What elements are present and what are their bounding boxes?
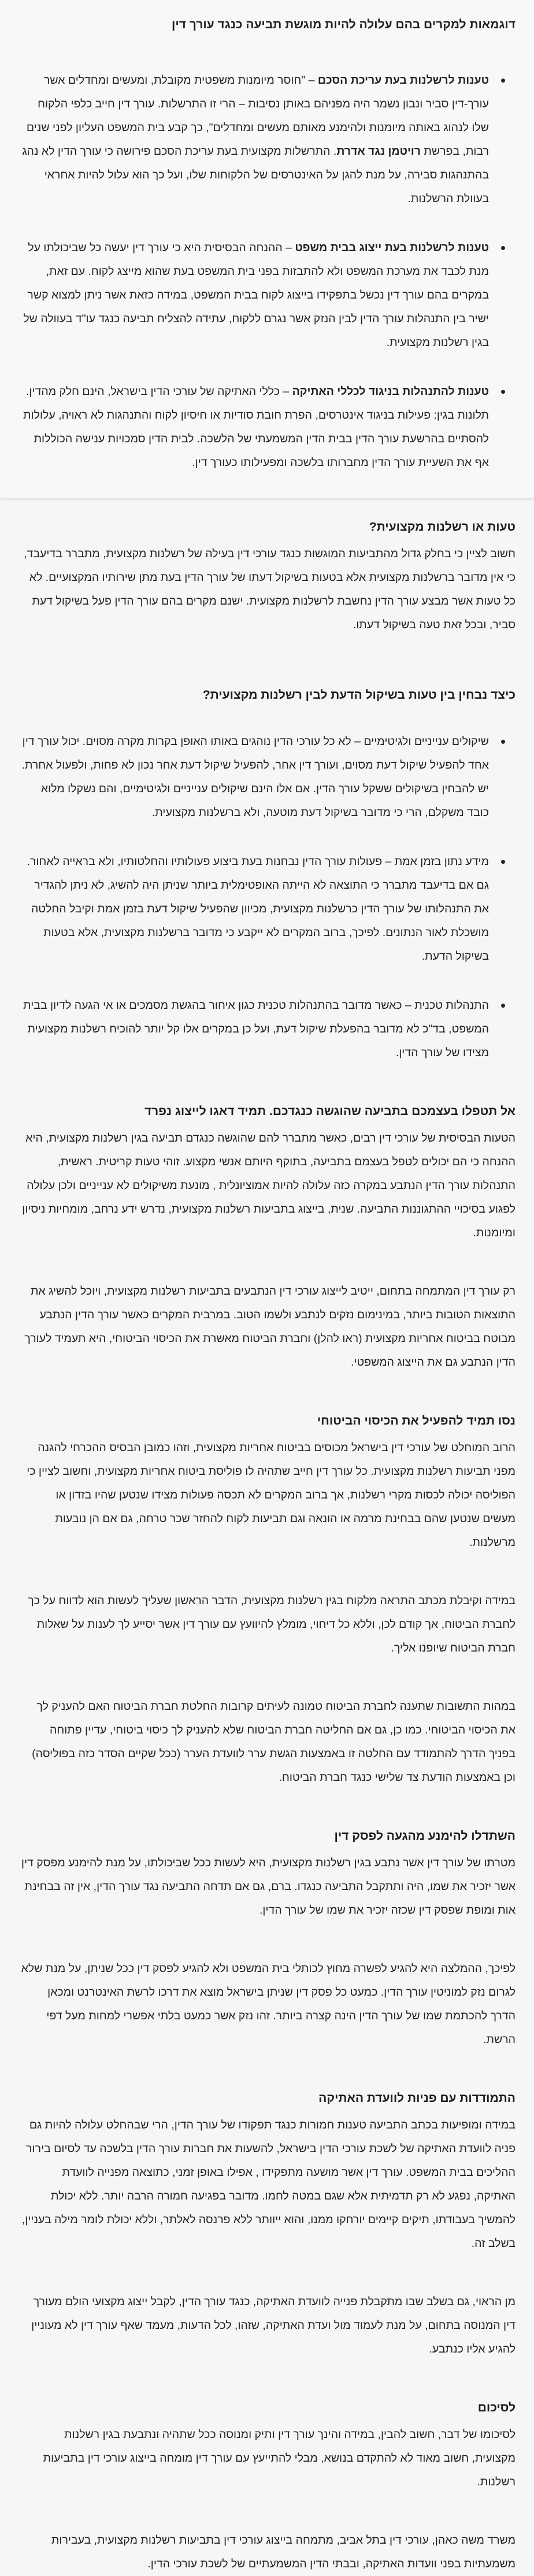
examples-card <box>0 0 534 498</box>
paragraph: הרוב המוחלט של עורכי דין בישראל מכוסים בביטוח אחריות מקצועית, וזהו כמובן הבסיס ההכרחי להגנה מפני תביעות רשלנות מקצועית. כל עורך דין חייב שתהיה לו פוליסת ביטוח אחריות מקצועית, וחשוב לציין כי הפוליסה יכולה לכסות מקרי רשלנות, אך ברוב המקרים לא תכסה פעולות מצידו שנטען שהיו בזדון או מעשים שנטען שהם בבחינת מרמה או הונאה וגם תביעות לקוח להחזר שכר טרחה, גם אם הן נובעות מרשלנות. <box>27 1441 516 1549</box>
list-item <box>21 236 489 355</box>
paragraph: הטעות הבסיסית של עורכי דין רבים, כאשר מתברר להם שהוגשה כנגדם תביעה בגין רשלנות מקצועית, היא ההנחה כי הם יכולים לטפל בעצמם בתביעה, בתוקף היותם אנשי מקצוע. זוהי טעות קריטית. ראשית, התנהלות עורך הדין הנתבע במקרה כזה עלולה להיות אמוציונלית , מונעת משיקולים לא ענייניים ולכן עלולה לפגוע בסיכויי ההתגוננות התביעה. שנית, בייצוג בתביעות רשלנות מקצועית, נדרש ידע נרחב, מומחיות ניסיון ומיומנות. <box>22 1132 516 1239</box>
insurance-heading: נסו תמיד להפעיל את הכיסוי הביטוחי <box>317 1414 516 1427</box>
item-text: – כללי האתיקה של עורכי הדין בישראל, הינם חלק מהדין. תלונות בגין: פעילות בניגוד אינטרסים, הפרת חובת סודיות או חיסיון לקוח והתנהגות לא ראויה, עלולות להסתיים בהרשעת עורך הדין בבית הדין המשמעתי של הלשכה. לבית הדין סמכויות ענישה הכוללות אף את השעיית עורך הדין מחברותו בלשכה ומפעילותו כעורך דין. <box>23 385 489 469</box>
distinguish-heading: כיצד נבחין בין טעות בשיקול הדעת לבין רשלנות מקצועית? <box>202 688 516 702</box>
item-text: – ההנחה הבסיסית היא כי עורך דין יעשה כל שביכולתו על מנת לכבד את מערכת המשפט ולא להתבזות בפני בית המשפט בעת שהוא מייצג לקוח. עם זאת, במקרים בהם עורך דין נכשל בתפקידו בייצוג לקוח בבית המשפט, במידה כזאת אשר ניתן למצוא קשר ישיר בין התנהלות עורך הדין לבין הנזק אשר נגרם ללקוח, עתידה להצליח תביעה כנגד עו"ד בעוולה של בגין רשלנות מקצועית. <box>23 241 489 349</box>
verdict-heading: השתדלו להימנע מהגעה לפסק דין <box>334 1829 516 1843</box>
paragraph: מטרתו של עורך דין אשר נתבע בגין רשלנות מקצועית, היא לעשות ככל שביכולתו, על מנת להימנע מפסק דין אשר יזכיר את שמו, היה ותתקבל התביעה כנגדו. ברם, גם אם תדחה התביעה נגד עורך הדין, אין זה בבחינת אות ומופת שפסק דין שכזה יזכיר את שמו של עורך הדין. <box>21 1856 516 1917</box>
list-item <box>21 380 489 475</box>
paragraph: במידה ומופיעות בכתב התביעה טענות חמורות כנגד תפקודו של עורך הדין, הרי שבהחלט עלולה להיות גם פניה לוועדת האתיקה של לשכת עורכי הדין בישראל, להשעות את חברות עורך הדין בלשכה עד לסיום בירור ההליכים בבית המשפט. עורך דין אשר מושעה מתפקידו , אפילו באופן זמני, כתוצאה מפנייה לוועדת האתיקה, נפגע לא רק תדמיתית אלא שגם במטה לחמו. מדובר בפגיעה חמורה הרבה יותר. ללא יכולת להמשיך בעבודתו, תיקים קיימים יורחקו ממנו, והוא ייוותר ללא פרנסה לאלתר, וללא יכולת לומר מילה בעניין, בשלב זה. <box>21 2119 516 2250</box>
list-item: שיקולים ענייניים ולגיטימיים – לא כל עורכי הדין נוהגים באותו האופן בקרות מקרה מסוים. יכול עורך דין אחד להפעיל שיקול דעת מסוים, ועורך דין אחר, להפעיל שיקול דעת אחר נכון לא פחות, ולפעול אחרת. יש להבחין בשיקולים ששקל עורך הדין. אם אלו הינם שיקולים ענייניים ולגיטימיים, והם נשקלו מלוא כובד משקלם, הרי כי מדובר בשיקול דעת מוטעה, ולא ברשלנות מקצועית. <box>21 730 489 825</box>
mistake-section <box>0 498 534 2576</box>
item-text: – "חוסר מיומנות משפטית מקובלת, ומעשים ומחדלים אשר עורך-דין סביר ונבון נשמר היה מפניהם באותן נסיבות – הרי זו התרשלות. עורך דין חייב כלפי הלקוח שלו לנהוג באותה מיומנות ולהימנע מאותם מעשים ומחדלים", כך קבע בית המשפט העליון לפני שנים רבות, בפרשת <box>26 74 489 158</box>
paragraph: משרד משה כאהן, עורכי דין בתל אביב, מתמחה בייצוג עורכי דין בתביעות רשלנות מקצועית, בעבירות משמעתיות בפני וועדות האתיקה, ובבתי הדין המשמעתיים של לשכת עורכי הדין. <box>51 2534 516 2570</box>
paragraph: לפיכך, ההמלצה היא להגיע לפשרה מחוץ לכותלי בית המשפט ולא להגיע לפסק דין ככל שניתן, על מנת שלא לגרום נזק למוניטין עורך הדין. כמעט כל פסק דין שניתן בישראל מוצא את דרכו לרשת האינטרנט ומכאן הדרך להכתמת שמו של עורך הדין הינה קצרה ביותר. זהו נזק אשר כמעט בלתי אפשרי למחות מעל דפי הרשת. <box>21 1962 516 2046</box>
case-name: רויטמן נגד אדרת <box>336 145 421 158</box>
mistake-heading: טעות או רשלנות מקצועית? <box>369 520 516 534</box>
list-item <box>21 69 489 211</box>
examples-list <box>21 69 516 475</box>
examples-heading: דוגמאות למקרים בהם עלולה להיות מוגשת תביעה כנגד עורך דין <box>172 18 516 31</box>
list-item: מידע נתון בזמן אמת – פעולות עורך הדין נבחנות בעת ביצוע פעולותיו והחלטותיו, ולא בראייה לאחור. גם אם בדיעבד מתברר כי התוצאה לא הייתה האופטימלית ביותר שניתן היה להשיג, לא ניתן להגדיר את התנהלותו של עורך הדין כרשלנות מקצועית, מכיוון שהפעיל שיקול דעת בזמן אמת וקיבל החלטה מושכלת לאור הנתונים. לפיכך, ברוב המקרים לא ייקבע כי מדובר ברשלנות מקצועית, אלא בטעות בשיקול הדעת. <box>21 850 489 968</box>
paragraph: חשוב לציין כי בחלק גדול מהתביעות המוגשות כנגד עורכי דין בעילה של רשלנות מקצועית, מתברר בדיעבד, כי אין מדובר ברשלנות מקצועית אלא בטעות בשיקול דעתו של עורך הדין בעת מתן שירותיו המקצועיים. לא כל טעות אשר מבצע עורך הדין נחשבת לרשלנות מקצועית. ישנם מקרים בהם עורך הדין פעל בשיקול דעת סביר, ובכל זאת טעה בשיקול דעתו. <box>24 547 516 631</box>
paragraph: לסיכומו של דבר, חשוב להבין, במידה והינך עורך דין ותיק ומנוסה ככל שתהיה ונתבעת בגין רשלנות מקצועית, חשוב מאוד לא להתקדם בנושא, מבלי להתייעץ עם עורך דין מומחה בייצוג עורכי דין בתביעות רשלנות. <box>43 2428 516 2488</box>
item-lead: טענות לרשלנות בעת עריכת הסכם <box>317 74 489 87</box>
item-lead: טענות להתנהלות בניגוד לכללי האתיקה <box>292 385 489 398</box>
self-defense-heading: אל תטפלו בעצמכם בתביעה שהוגשה כנגדכם. תמיד דאגו לייצוג נפרד <box>144 1105 516 1118</box>
paragraph: רק עורך דין המתמחה בתחום, ייטיב לייצוג עורכי דין הנתבעים בתביעות רשלנות מקצועית, ויוכל להשיג את התוצאות הטובות ביותר, במינימום נזקים לנתבע ולשמו הטוב. במרבית המקרים כאשר עורך הדין הנתבע מבוטח בביטוח אחריות מקצועית (ראו להלן) וחברת הביטוח מאשרת את הכיסוי הביטוחי, היא תעמיד לעורך הדין הנתבע גם את הייצוג המשפטי. <box>24 1285 516 1369</box>
paragraph: במידה וקיבלת מכתב התראה מלקוח בגין רשלנות מקצועית, הדבר הראשון שעליך לעשות הוא לדווח על כך לחברת הביטוח, אך קודם לכן, וללא כל דיחוי, מומלץ להיוועץ עם עורך דין אשר יסייע לך לענות על שאלות חברת הביטוח שיופנו אליך. <box>28 1594 516 1654</box>
item-lead: טענות לרשלנות בעת ייצוג בבית משפט <box>295 241 489 254</box>
list-item: התנהלות טכנית – כאשר מדובר בהתנהלות טכנית כגון איחור בהגשת מסמכים או אי הגעה לדיון בבית המשפט, בד"כ לא מדובר בהפעלת שיקול דעת, ועל כן במקרים אלו קל יותר להוכיח רשלנות מקצועית מצידו של עורך הדין. <box>21 994 489 1065</box>
paragraph: במהות התשובות שתענה לחברת הביטוח טמונה לעיתים קרובות החלטת חברת הביטוח האם להעניק לך את הכיסוי הביטוחי. כמו כן, גם אם החליטה חברת הביטוח שלא להעניק לך כיסוי ביטוחי, עדיין פתוחה בפניך הדרך להתמודד עם החלטה זו באמצעות הגשת ערר לוועדת הערר (ככל שקיים הסדר כזה בפוליסה) וכן באמצעות הודעת צד שלישי כנגד חברת הביטוח. <box>32 1700 516 1784</box>
item-text: . התרשלות מקצועית בעת עריכת הסכם פירושה כי עורך הדין לא נהג בהתנהגות סבירה, על מנת להגן על האינטרסים של הלקוחות שלו, ועל כך הוא עלול להיות אחראי בעוולת הרשלנות. <box>22 145 489 205</box>
distinguish-list <box>21 730 516 1065</box>
ethics-heading: התמודדות עם פניות לוועדת האתיקה <box>318 2092 516 2105</box>
summary-heading: לסיכום <box>477 2401 516 2414</box>
paragraph: מן הראוי, גם בשלב שבו מתקבלת פנייה לוועדת האתיקה, כנגד עורך הדין, לקבל ייצוג מקצועי הולם מעורך דין המנוסה בתחום, על מנת לעמוד מול ועדת האתיקה, שזהו, לכל הדעות, מעמד שאף עורך דין לא מעוניין להגיע אליו כנתבע. <box>31 2295 516 2355</box>
